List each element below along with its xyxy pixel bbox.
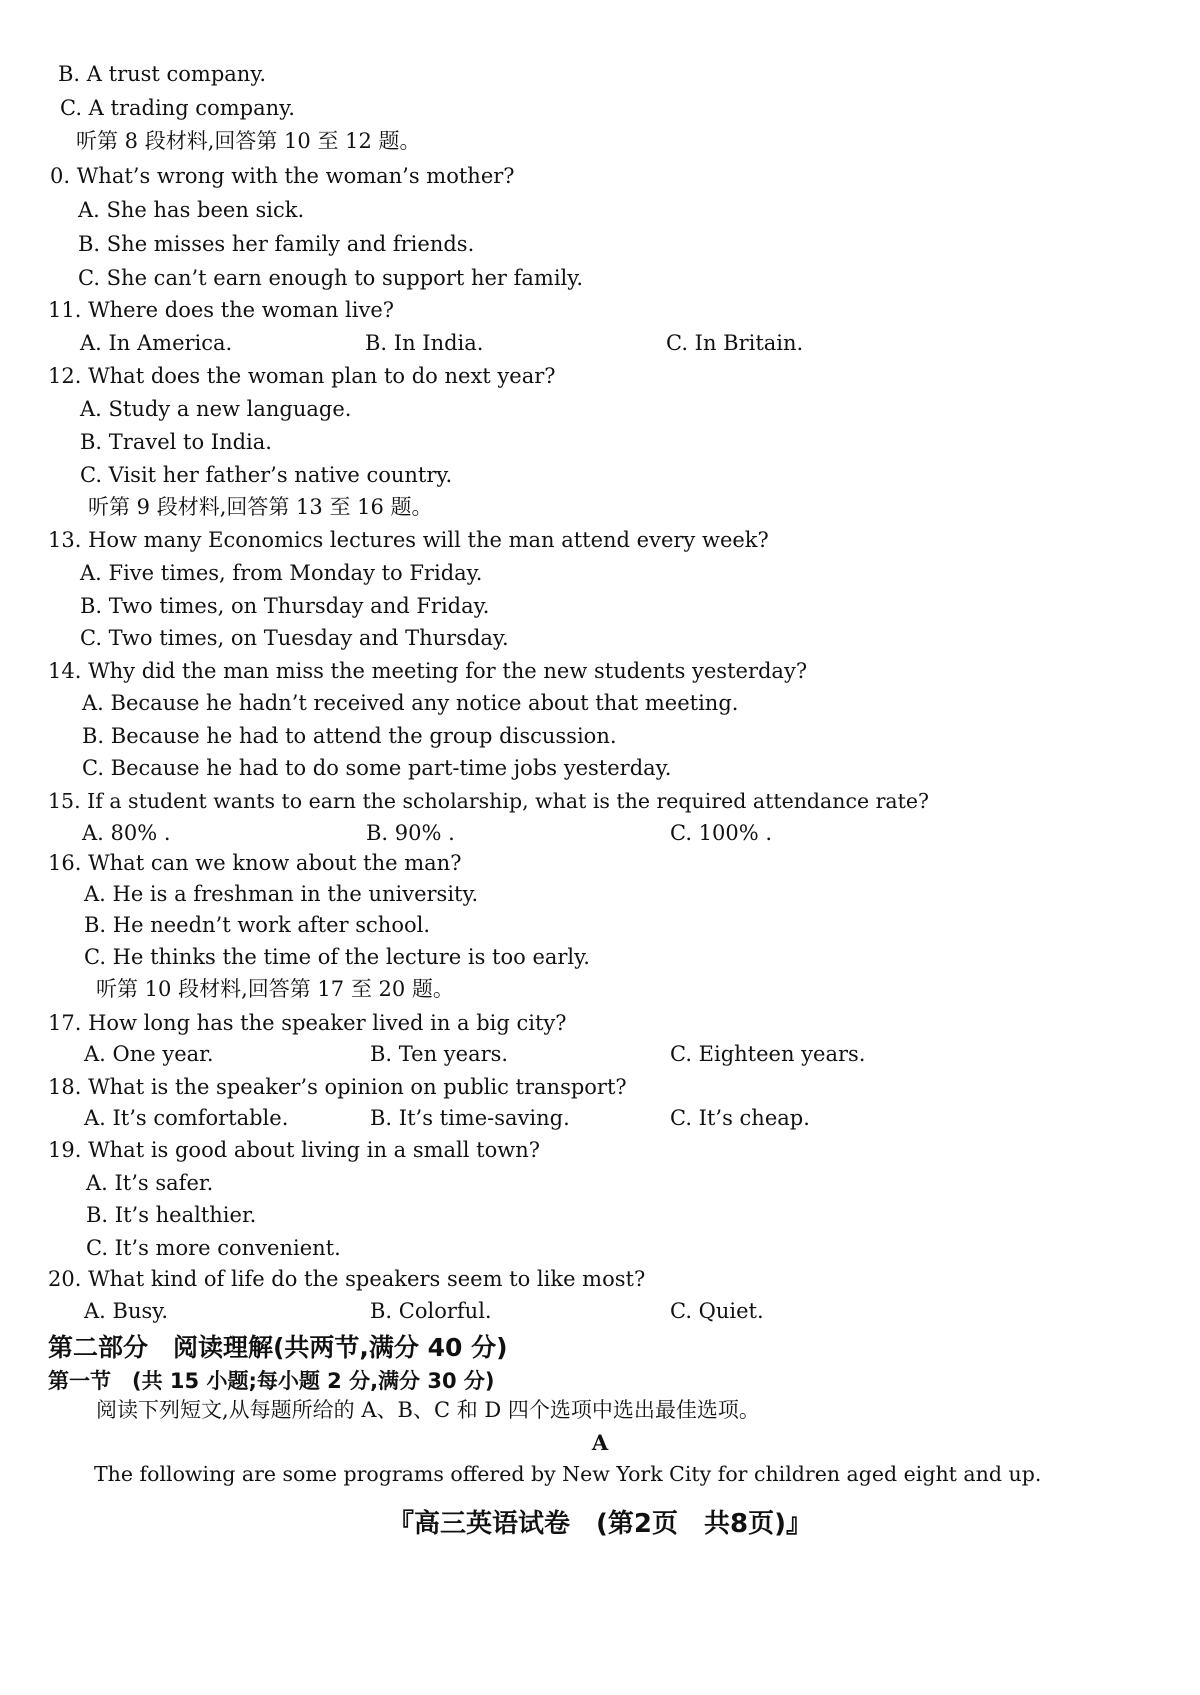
question-17: 17. How long has the speaker lived in a big city? <box>48 1011 567 1035</box>
part2-heading: 第二部分 阅读理解(共两节,满分 40 分) <box>48 1333 508 1362</box>
q10-option-c: C. She can’t earn enough to support her family. <box>78 266 584 290</box>
q18-options <box>0 1104 1200 1134</box>
q11-options <box>0 329 1200 359</box>
q12-option-a: A. Study a new language. <box>80 397 352 421</box>
q17-option-b: B. Ten years. <box>370 1042 509 1066</box>
question-11: 11. Where does the woman live? <box>48 298 395 322</box>
question-10: 0. What’s wrong with the woman’s mother? <box>50 164 515 188</box>
q18-option-c: C. It’s cheap. <box>670 1106 810 1130</box>
q15-option-b: B. 90% . <box>366 821 455 845</box>
q15-option-a: A. 80% . <box>82 821 171 845</box>
passage-intro: The following are some programs offered by New York City for children aged eight and up. <box>94 1462 1042 1486</box>
question-13: 13. How many Economics lectures will the man attend every week? <box>48 528 769 552</box>
question-14: 14. Why did the man miss the meeting for the new students yesterday? <box>48 659 808 683</box>
q9-option-c: C. A trading company. <box>60 96 295 120</box>
q11-option-b: B. In India. <box>365 331 484 355</box>
reading-instruction: 阅读下列短文,从每题所给的 A、B、C 和 D 四个选项中选出最佳选项。 <box>96 1398 760 1422</box>
q15-option-c: C. 100% . <box>670 821 773 845</box>
question-20: 20. What kind of life do the speakers seem to like most? <box>48 1267 646 1291</box>
question-16: 16. What can we know about the man? <box>48 851 462 875</box>
q18-option-b: B. It’s time-saving. <box>370 1106 570 1130</box>
q15-options <box>0 819 1200 849</box>
section-instruction-9: 听第 9 段材料,回答第 13 至 16 题。 <box>88 495 433 519</box>
q18-option-a: A. It’s comfortable. <box>84 1106 289 1130</box>
q11-option-c: C. In Britain. <box>666 331 804 355</box>
q20-option-b: B. Colorful. <box>370 1299 492 1323</box>
q17-option-c: C. Eighteen years. <box>670 1042 866 1066</box>
q17-option-a: A. One year. <box>84 1042 214 1066</box>
q19-option-a: A. It’s safer. <box>86 1171 214 1195</box>
q20-option-a: A. Busy. <box>84 1299 168 1323</box>
q13-option-b: B. Two times, on Thursday and Friday. <box>80 594 490 618</box>
q17-options <box>0 1040 1200 1070</box>
q13-option-a: A. Five times, from Monday to Friday. <box>80 561 483 585</box>
question-19: 19. What is good about living in a small town? <box>48 1138 541 1162</box>
q16-option-c: C. He thinks the time of the lecture is too early. <box>84 945 590 969</box>
q20-options <box>0 1297 1200 1327</box>
q11-option-a: A. In America. <box>80 331 233 355</box>
question-18: 18. What is the speaker’s opinion on public transport? <box>48 1075 627 1099</box>
q14-option-c: C. Because he had to do some part-time jobs yesterday. <box>82 756 672 780</box>
q14-option-a: A. Because he hadn’t received any notice about that meeting. <box>82 691 739 715</box>
question-15: 15. If a student wants to earn the scholarship, what is the required attendance rate? <box>48 789 929 813</box>
q14-option-b: B. Because he had to attend the group discussion. <box>82 724 617 748</box>
q19-option-c: C. It’s more convenient. <box>86 1236 341 1260</box>
q19-option-b: B. It’s healthier. <box>86 1203 257 1227</box>
q10-option-a: A. She has been sick. <box>78 198 305 222</box>
q16-option-a: A. He is a freshman in the university. <box>84 882 479 906</box>
section-instruction-8: 听第 8 段材料,回答第 10 至 12 题。 <box>76 129 421 153</box>
q12-option-b: B. Travel to India. <box>80 430 272 454</box>
question-12: 12. What does the woman plan to do next year? <box>48 364 556 388</box>
q12-option-c: C. Visit her father’s native country. <box>80 463 453 487</box>
q13-option-c: C. Two times, on Tuesday and Thursday. <box>80 626 509 650</box>
q16-option-b: B. He needn’t work after school. <box>84 913 431 937</box>
q10-option-b: B. She misses her family and friends. <box>78 232 475 256</box>
section-instruction-10: 听第 10 段材料,回答第 17 至 20 题。 <box>96 977 454 1001</box>
q9-option-b: B. A trust company. <box>58 62 267 86</box>
page-footer: 『高三英语试卷 (第2页 共8页)』 <box>388 1509 812 1539</box>
passage-label: A <box>591 1430 609 1455</box>
section1-heading: 第一节 (共 15 小题;每小题 2 分,满分 30 分) <box>48 1369 495 1393</box>
q20-option-c: C. Quiet. <box>670 1299 764 1323</box>
